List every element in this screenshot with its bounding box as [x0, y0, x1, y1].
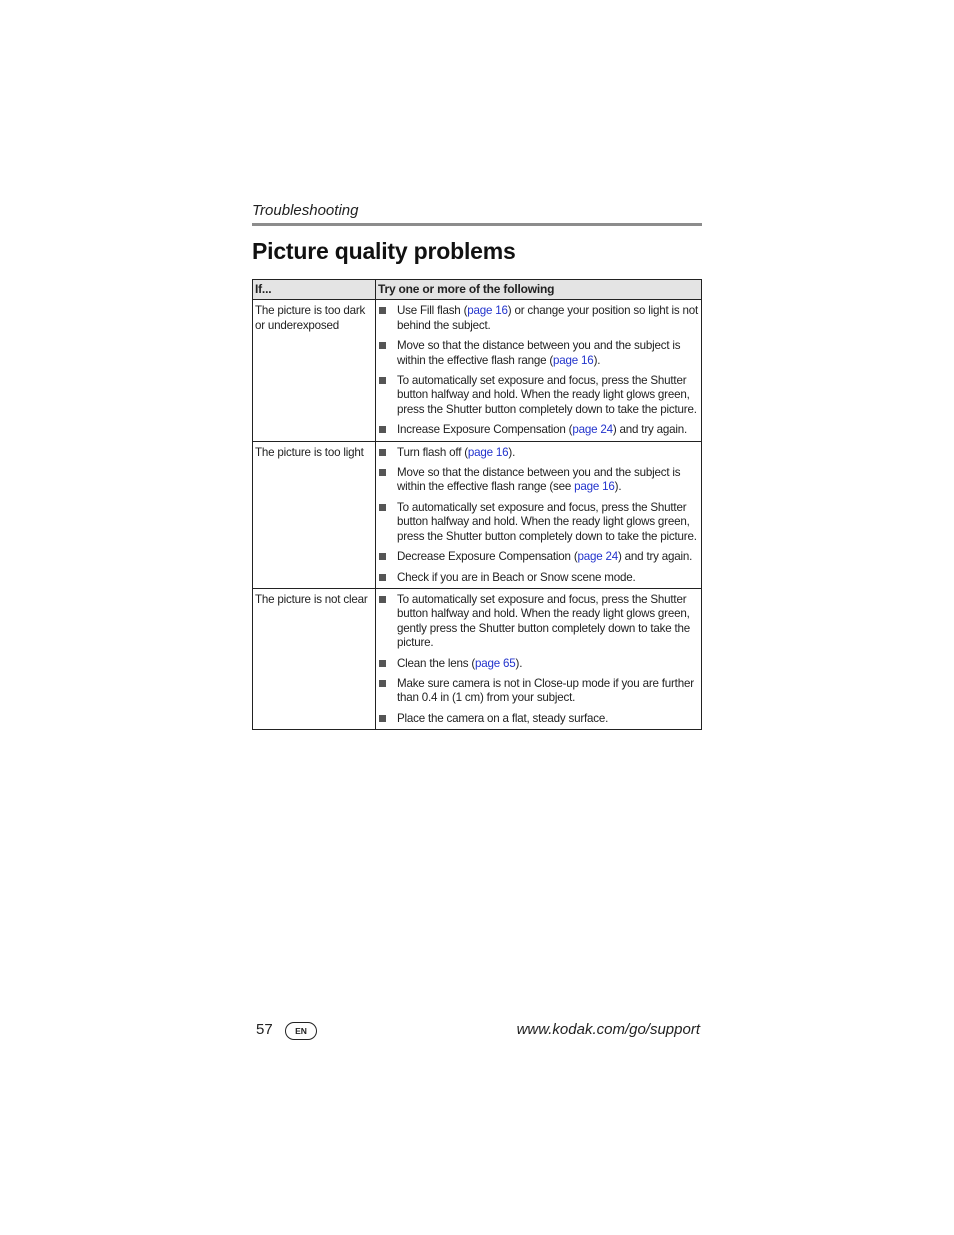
item-text: Turn flash off (	[397, 445, 468, 459]
item-text-tail: ) or change your position so light is not behind the subject.	[397, 304, 699, 332]
square-bullet-icon	[379, 307, 386, 314]
column-header-if: If...	[253, 280, 376, 300]
page-link[interactable]: page 16	[467, 304, 508, 318]
header-rule	[252, 223, 702, 226]
square-bullet-icon	[379, 715, 386, 722]
item-text-tail: ).	[614, 480, 622, 494]
square-bullet-icon	[379, 469, 386, 476]
page-link[interactable]: page 16	[467, 445, 509, 459]
page-number: 57	[256, 1021, 273, 1038]
list-item	[378, 423, 699, 437]
list-item	[378, 712, 699, 726]
item-text: Decrease Exposure Compensation (	[397, 550, 578, 564]
remedy-list	[378, 593, 699, 726]
list-item	[378, 571, 699, 585]
table-row	[253, 441, 702, 588]
item-text-tail: ) and try again.	[618, 550, 693, 564]
square-bullet-icon	[379, 680, 386, 687]
square-bullet-icon	[379, 504, 386, 511]
table-body	[253, 300, 702, 730]
list-item	[378, 304, 699, 333]
item-text: Use Fill flash (	[397, 304, 468, 318]
square-bullet-icon	[379, 426, 386, 433]
table-row	[253, 588, 702, 729]
remedy-cell	[376, 300, 702, 441]
list-item	[378, 466, 699, 495]
page-link[interactable]: page 24	[572, 423, 613, 437]
condition-cell: The picture is not clear	[253, 588, 376, 729]
list-item	[378, 657, 699, 671]
square-bullet-icon	[379, 660, 386, 667]
list-item	[378, 374, 699, 417]
item-text-tail: ).	[508, 445, 516, 459]
item-text-tail: ).	[515, 656, 523, 670]
page-link[interactable]: page 16	[574, 480, 615, 494]
list-item	[378, 677, 699, 706]
table-header-row	[253, 280, 702, 300]
item-text-tail: ).	[593, 353, 601, 367]
square-bullet-icon	[379, 377, 386, 384]
list-item	[378, 501, 699, 544]
square-bullet-icon	[379, 574, 386, 581]
list-item	[378, 339, 699, 368]
square-bullet-icon	[379, 449, 386, 456]
item-text: Move so that the distance between you and the subject is within the effective flash range (	[397, 339, 681, 367]
remedy-cell	[376, 588, 702, 729]
item-text: To automatically set exposure and focus, press the Shutter button halfway and hold. When the ready light glows green, gently press the Shutter button completely down to take the picture.	[397, 592, 691, 650]
section-header: Troubleshooting	[252, 202, 359, 219]
item-text: Check if you are in Beach or Snow scene mode.	[397, 570, 636, 584]
item-text: Increase Exposure Compensation (	[397, 423, 573, 437]
language-badge: EN	[285, 1022, 317, 1040]
square-bullet-icon	[379, 596, 386, 603]
troubleshooting-table	[252, 279, 702, 730]
condition-cell: The picture is too light	[253, 441, 376, 588]
remedy-list	[378, 446, 699, 585]
column-header-try: Try one or more of the following	[376, 280, 702, 300]
item-text: Clean the lens (	[397, 656, 476, 670]
item-text: Place the camera on a flat, steady surface.	[397, 711, 609, 725]
condition-cell: The picture is too dark or underexposed	[253, 300, 376, 441]
list-item	[378, 550, 699, 564]
remedy-cell	[376, 441, 702, 588]
page-title: Picture quality problems	[252, 238, 516, 264]
page-link[interactable]: page 24	[577, 550, 618, 564]
page-link[interactable]: page 65	[475, 656, 516, 670]
support-url[interactable]: www.kodak.com/go/support	[516, 1021, 700, 1038]
item-text: Make sure camera is not in Close-up mode if you are further than 0.4 in (1 cm) from your subject.	[397, 676, 694, 705]
list-item	[378, 593, 699, 651]
table-row	[253, 300, 702, 441]
item-text: To automatically set exposure and focus, press the Shutter button halfway and hold. When the ready light glows green, press the Shutter button completely down to take the picture.	[397, 374, 697, 416]
remedy-list	[378, 304, 699, 437]
list-item	[378, 446, 699, 460]
page-link[interactable]: page 16	[553, 353, 594, 367]
square-bullet-icon	[379, 342, 386, 349]
square-bullet-icon	[379, 553, 386, 560]
item-text: Move so that the distance between you and the subject is within the effective flash range (see	[397, 466, 681, 494]
item-text-tail: ) and try again.	[612, 423, 687, 437]
item-text: To automatically set exposure and focus, press the Shutter button halfway and hold. When the ready light glows green, press the Shutter button completely down to take the picture.	[397, 500, 697, 543]
